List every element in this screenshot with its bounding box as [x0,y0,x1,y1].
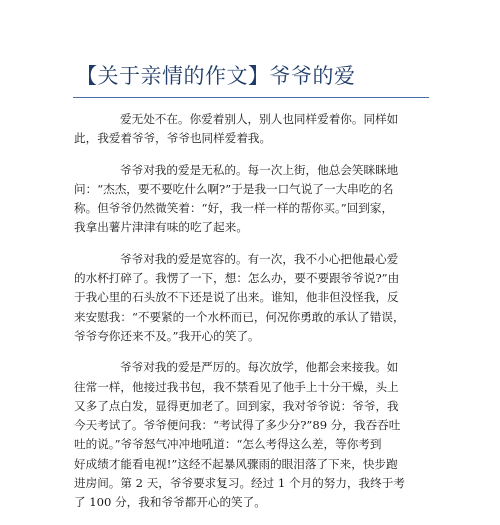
text-line: 吐的说。”爷爷怒气冲冲地吼道：“怎么考得这么差，等你考到 [74,437,382,452]
text-line: 于我心里的石头放不下还是说了出来。谁知，他非但没怪我，反 [74,290,399,305]
text-line: 爷爷对我的爱是无私的。每一次上街，他总会笑眯眯地 [120,162,399,177]
article-body [74,110,428,525]
text-line: 了 100 分，我和爷爷都开心的笑了。 [74,495,266,510]
article-title: 【关于亲情的作文】爷爷的爱 [76,64,356,88]
paragraph-2 [74,161,428,238]
text-line: 进房间。第 2 天，爷爷要求复习。经过 1 个月的努力，我终于考 [74,476,405,491]
text-line: 爷爷对我的爱是宽容的。有一次，我不小心把他最心爱 [120,251,399,266]
text-line: 的水杯打碎了。我愣了一下，想：怎么办，要不要跟爷爷说?”由 [74,271,400,286]
text-line: 今天考试了。爷爷便问我：“考试得了多少分?”89 分，我吞吞吐 [74,418,401,433]
text-line: 好成绩才能看电视!”这经不起暴风骤雨的眼泪落了下来，快步跑 [74,456,398,471]
paragraph-1 [74,110,428,149]
text-line: 爱无处不在。你爱着别人，别人也同样爱着你。同样如 [120,112,399,126]
text-line: 爷爷对我的爱是严厉的。每次放学，他都会来接我。如 [120,360,399,375]
text-line: 往常一样，他接过我书包，我不禁看见了他手上十分干燥，头上 [74,379,399,394]
text-line: 称。但爷爷仍然微笑着：“好，我一样一样的帮你买。”回到家， [74,201,394,216]
text-line: 问：“杰杰，要不要吃什么啊?”于是我一口气说了一大串吃的名 [74,181,394,196]
text-line: 爷爷夸你还来不及。”我开心的笑了。 [74,328,260,343]
text-line: 来安慰我：“不要紧的一个水杯而已，何况你勇敢的承认了错误， [74,309,405,324]
paragraph-3 [74,250,428,346]
paragraph-4 [74,358,428,512]
title-divider [73,97,429,98]
text-line: 我拿出薯片津津有味的吃了起来。 [74,220,248,235]
text-line: 又多了点白发，显得更加老了。回到家，我对爷爷说：爷爷，我 [74,398,399,413]
text-line: 此，我爱着爷爷，爷爷也同样爱着我。 [74,131,272,146]
